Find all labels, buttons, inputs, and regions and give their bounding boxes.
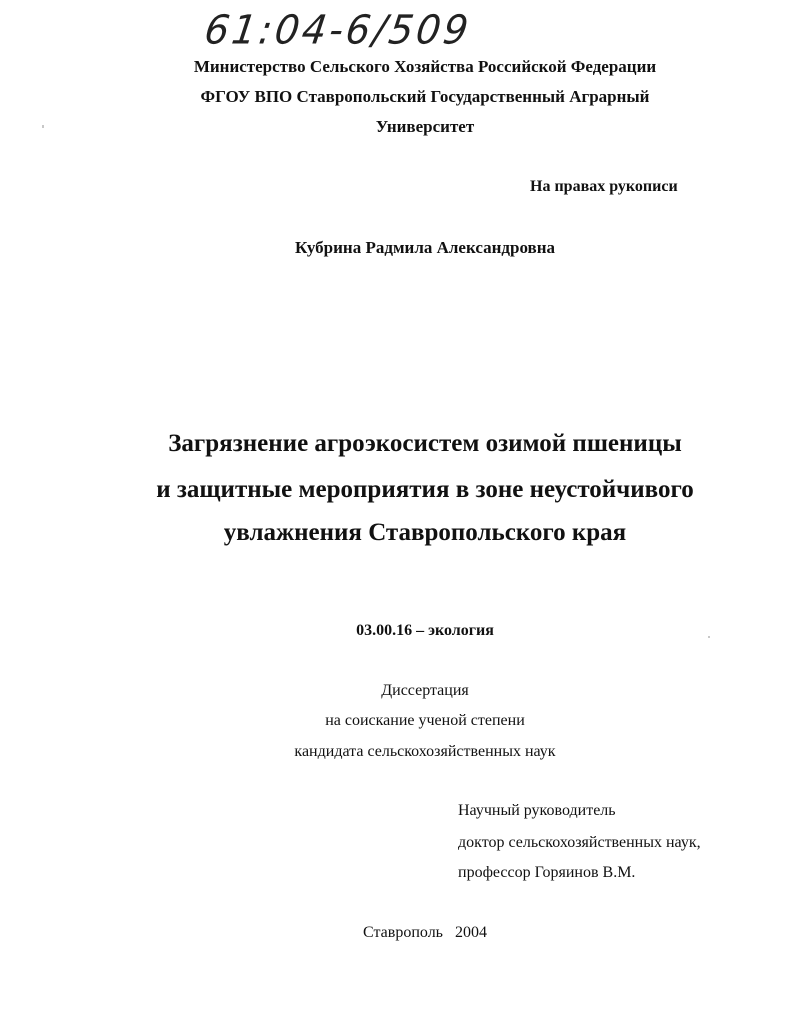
institution-line-3: Университет [375, 117, 475, 136]
title-line-1: Загрязнение агроэкосистем озимой пшеницы [168, 430, 682, 457]
supervisor-degree: доктор сельскохозяйственных наук, [458, 834, 701, 851]
dissertation-line-2: на соискание ученой степени [325, 712, 525, 729]
handwritten-archive-number: 61:04-6/509 [201, 6, 474, 54]
manuscript-rights-note: На правах рукописи [530, 178, 678, 195]
supervisor-label: Научный руководитель [458, 802, 616, 819]
author-name: Кубрина Радмила Александровна [294, 238, 555, 257]
dissertation-line-3: кандидата сельскохозяйственных наук [294, 743, 556, 760]
institution-line-1: Министерство Сельского Хозяйства Российской Федерации [193, 57, 657, 76]
city-year: Ставрополь 2004 [363, 924, 487, 941]
institution-line-2: ФГОУ ВПО Ставропольский Государственный Аграрный [200, 87, 650, 106]
specialty-code: 03.00.16 – экология [356, 622, 494, 639]
scan-speck [708, 636, 710, 638]
title-line-2: и защитные мероприятия в зоне неустойчивого [156, 476, 694, 503]
dissertation-line-1: Диссертация [381, 682, 469, 699]
scan-speck [42, 125, 44, 128]
title-line-3: увлажнения Ставропольского края [223, 519, 627, 546]
supervisor-name: профессор Горяинов В.М. [458, 864, 636, 881]
